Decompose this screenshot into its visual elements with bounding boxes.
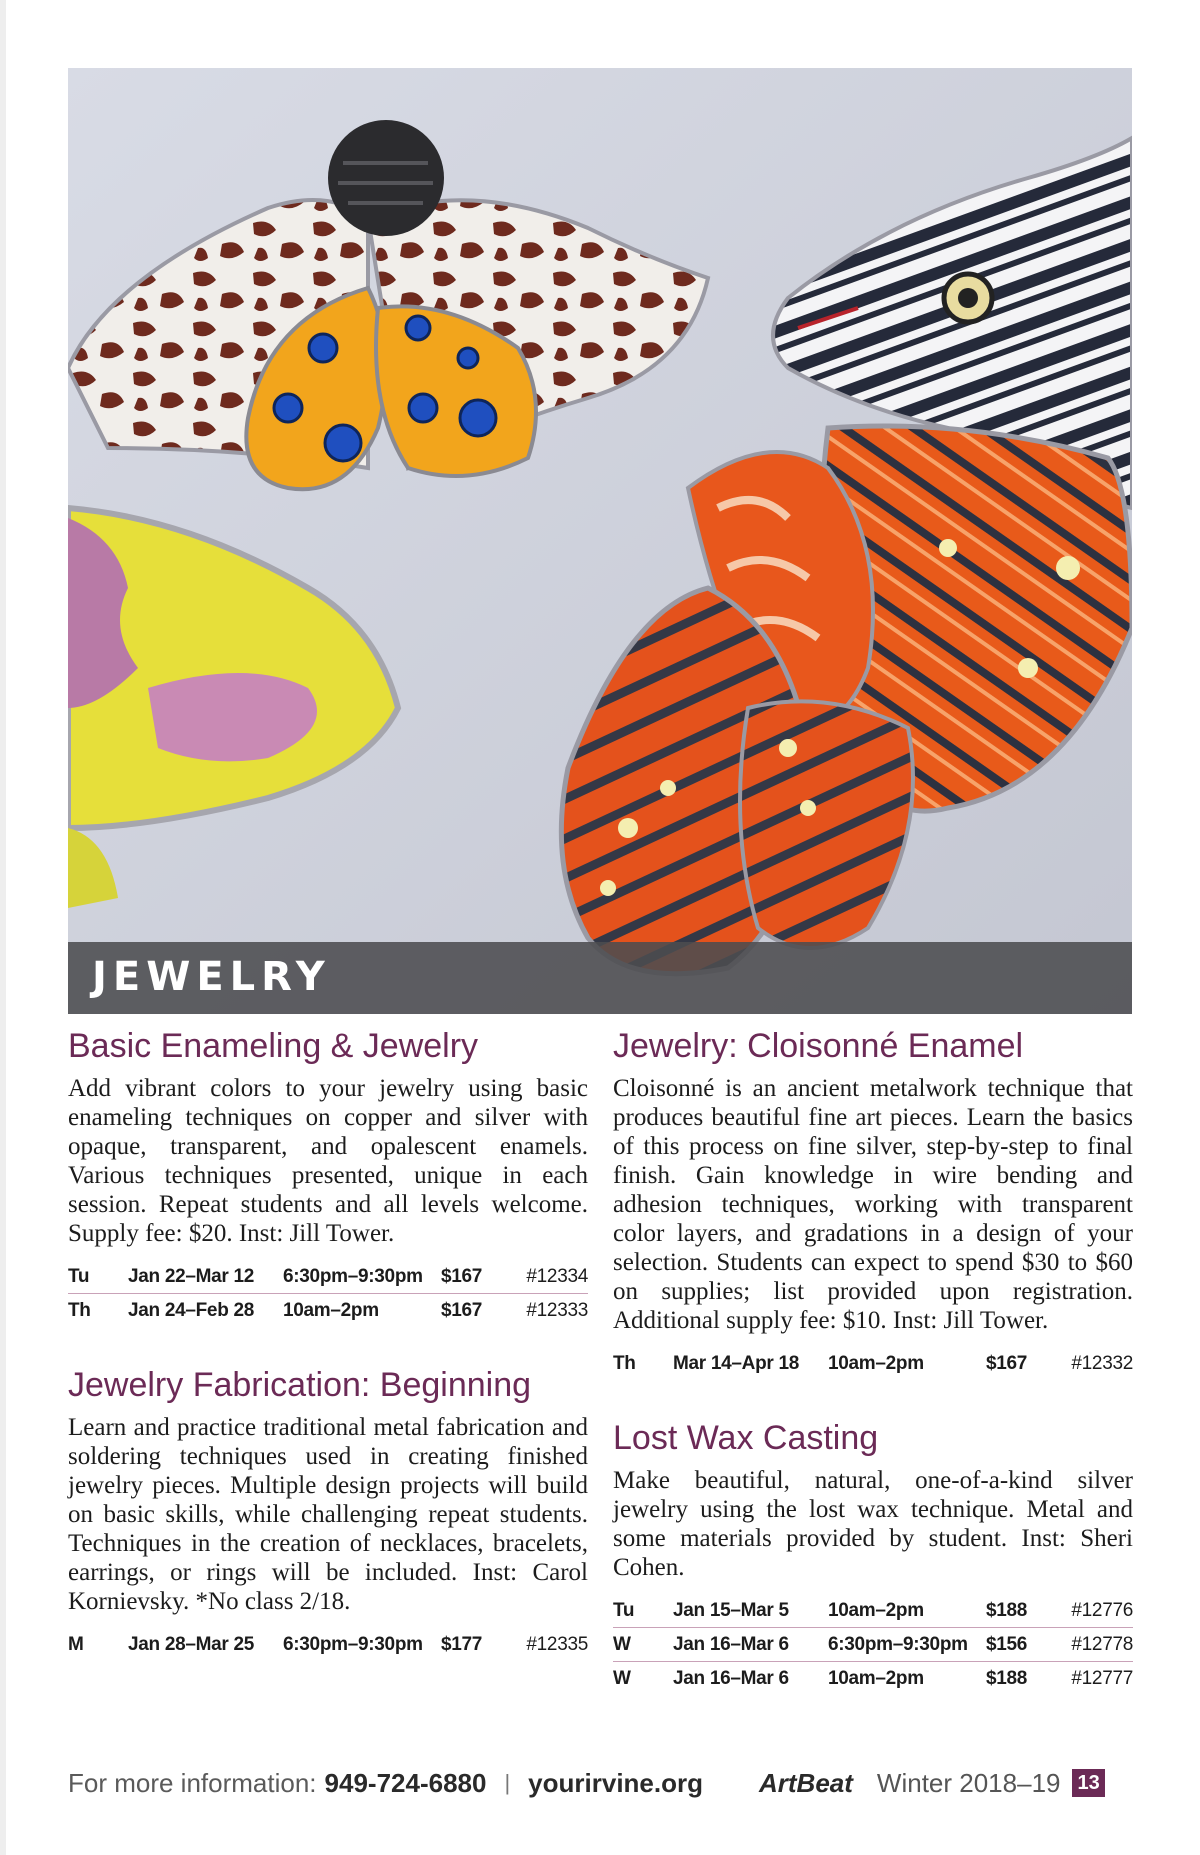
course-description: Make beautiful, natural, one-of-a-kind silver jewelry using the lost wax technique. Metal and some materials provided by student. Inst: Sheri Cohen. [613, 1467, 1133, 1581]
session-dates: Mar 14–Apr 18 [673, 1352, 800, 1374]
session-code: #12335 [526, 1633, 588, 1655]
session-dates: Jan 16–Mar 6 [673, 1667, 789, 1689]
session-fee: $167 [441, 1265, 483, 1287]
course-description: Add vibrant colors to your jewelry using basic enameling techniques on copper and silver with opaque, transparent, and opalescent enamels. Various techniques presented, unique in each session. Repeat students and all levels welcome. Supply fee: $20. Inst: Jill Tower. [68, 1075, 588, 1247]
session-time: 10am–2pm [828, 1352, 924, 1374]
course-description: Learn and practice traditional metal fabrication and soldering techniques used in creating finished jewelry pieces. Multiple design projects will build on basic skills, while challenging repeat students. Techniques in the creation of necklaces, bracelets, earrings, or rings will be included. Inst: Carol Kornievsky. *No class 2/18. [68, 1414, 588, 1615]
session-dates: Jan 24–Feb 28 [128, 1299, 255, 1321]
footer-website-link[interactable]: yourirvine.org [528, 1767, 703, 1798]
session-fee: $167 [441, 1299, 483, 1321]
session-dates: Jan 28–Mar 25 [128, 1633, 255, 1655]
page-edge [0, 0, 6, 1855]
session-code: #12777 [1071, 1667, 1133, 1689]
course-title: Jewelry Fabrication: Beginning [68, 1366, 532, 1404]
session-code: #12778 [1071, 1633, 1133, 1655]
session-code: #12332 [1071, 1352, 1133, 1374]
session-code: #12334 [526, 1265, 588, 1287]
session-dates: Jan 22–Mar 12 [128, 1265, 255, 1287]
session-row [68, 1628, 588, 1661]
course-title: Jewelry: Cloisonné Enamel [613, 1027, 1024, 1065]
session-fee: $167 [986, 1352, 1028, 1374]
session-time: 6:30pm–9:30pm [283, 1265, 423, 1287]
session-day: Tu [613, 1599, 635, 1621]
session-day: Tu [68, 1265, 90, 1287]
session-time: 10am–2pm [283, 1299, 379, 1321]
session-table [613, 1594, 1133, 1695]
footer-info-label: For more information: [68, 1767, 317, 1798]
footer-phone[interactable]: 949-724-6880 [324, 1767, 487, 1798]
hero-photo [68, 68, 1132, 1014]
footer-brand: ArtBeat [759, 1767, 853, 1798]
page-footer [68, 1765, 1132, 1801]
session-code: #12776 [1071, 1599, 1133, 1621]
course-description: Cloisonné is an ancient metalwork technique that produces beautiful fine art pieces. Learn the basics of this process on fine silver, step-by-step to final finish. Gain knowledge in wire bending and adhesion techniques, working with transparent color layers, and gradations in a design of your selection. Students can expect to spend $30 to $60 on supplies; list provided upon registration. Additional supply fee: $10. Inst: Jill Tower. [613, 1075, 1133, 1334]
session-row [613, 1594, 1133, 1628]
session-code: #12333 [526, 1299, 588, 1321]
course-cloisonne-enamel [613, 1024, 1133, 1380]
course-title: Lost Wax Casting [613, 1419, 879, 1457]
course-jewelry-fabrication [68, 1363, 588, 1661]
session-day: W [613, 1633, 631, 1655]
session-day: Th [613, 1352, 636, 1374]
session-row [68, 1294, 588, 1327]
session-row [613, 1662, 1133, 1695]
session-table [68, 1628, 588, 1661]
page-number-badge: 13 [1072, 1769, 1104, 1797]
enamel-moth-brooches-image [68, 68, 1132, 1014]
session-time: 6:30pm–9:30pm [283, 1633, 423, 1655]
session-time: 10am–2pm [828, 1599, 924, 1621]
footer-season: Winter 2018–19 [876, 1767, 1061, 1798]
session-table [613, 1347, 1133, 1380]
left-column [68, 1024, 588, 1697]
session-fee: $188 [986, 1599, 1028, 1621]
session-time: 10am–2pm [828, 1667, 924, 1689]
session-row [68, 1260, 588, 1294]
session-dates: Jan 16–Mar 6 [673, 1633, 789, 1655]
session-fee: $156 [986, 1633, 1028, 1655]
section-banner [68, 942, 1132, 1014]
section-banner-title: JEWELRY [92, 954, 331, 1000]
course-lost-wax-casting [613, 1416, 1133, 1695]
session-day: W [613, 1667, 631, 1689]
course-basic-enameling [68, 1024, 588, 1327]
session-fee: $177 [441, 1633, 483, 1655]
session-day: M [68, 1633, 84, 1655]
session-dates: Jan 15–Mar 5 [673, 1599, 789, 1621]
session-row [613, 1628, 1133, 1662]
course-title: Basic Enameling & Jewelry [68, 1027, 479, 1065]
session-day: Th [68, 1299, 91, 1321]
session-table [68, 1260, 588, 1327]
session-fee: $188 [986, 1667, 1028, 1689]
session-row [613, 1347, 1133, 1380]
session-time: 6:30pm–9:30pm [828, 1633, 968, 1655]
footer-separator: | [504, 1770, 511, 1795]
right-column [613, 1024, 1133, 1731]
